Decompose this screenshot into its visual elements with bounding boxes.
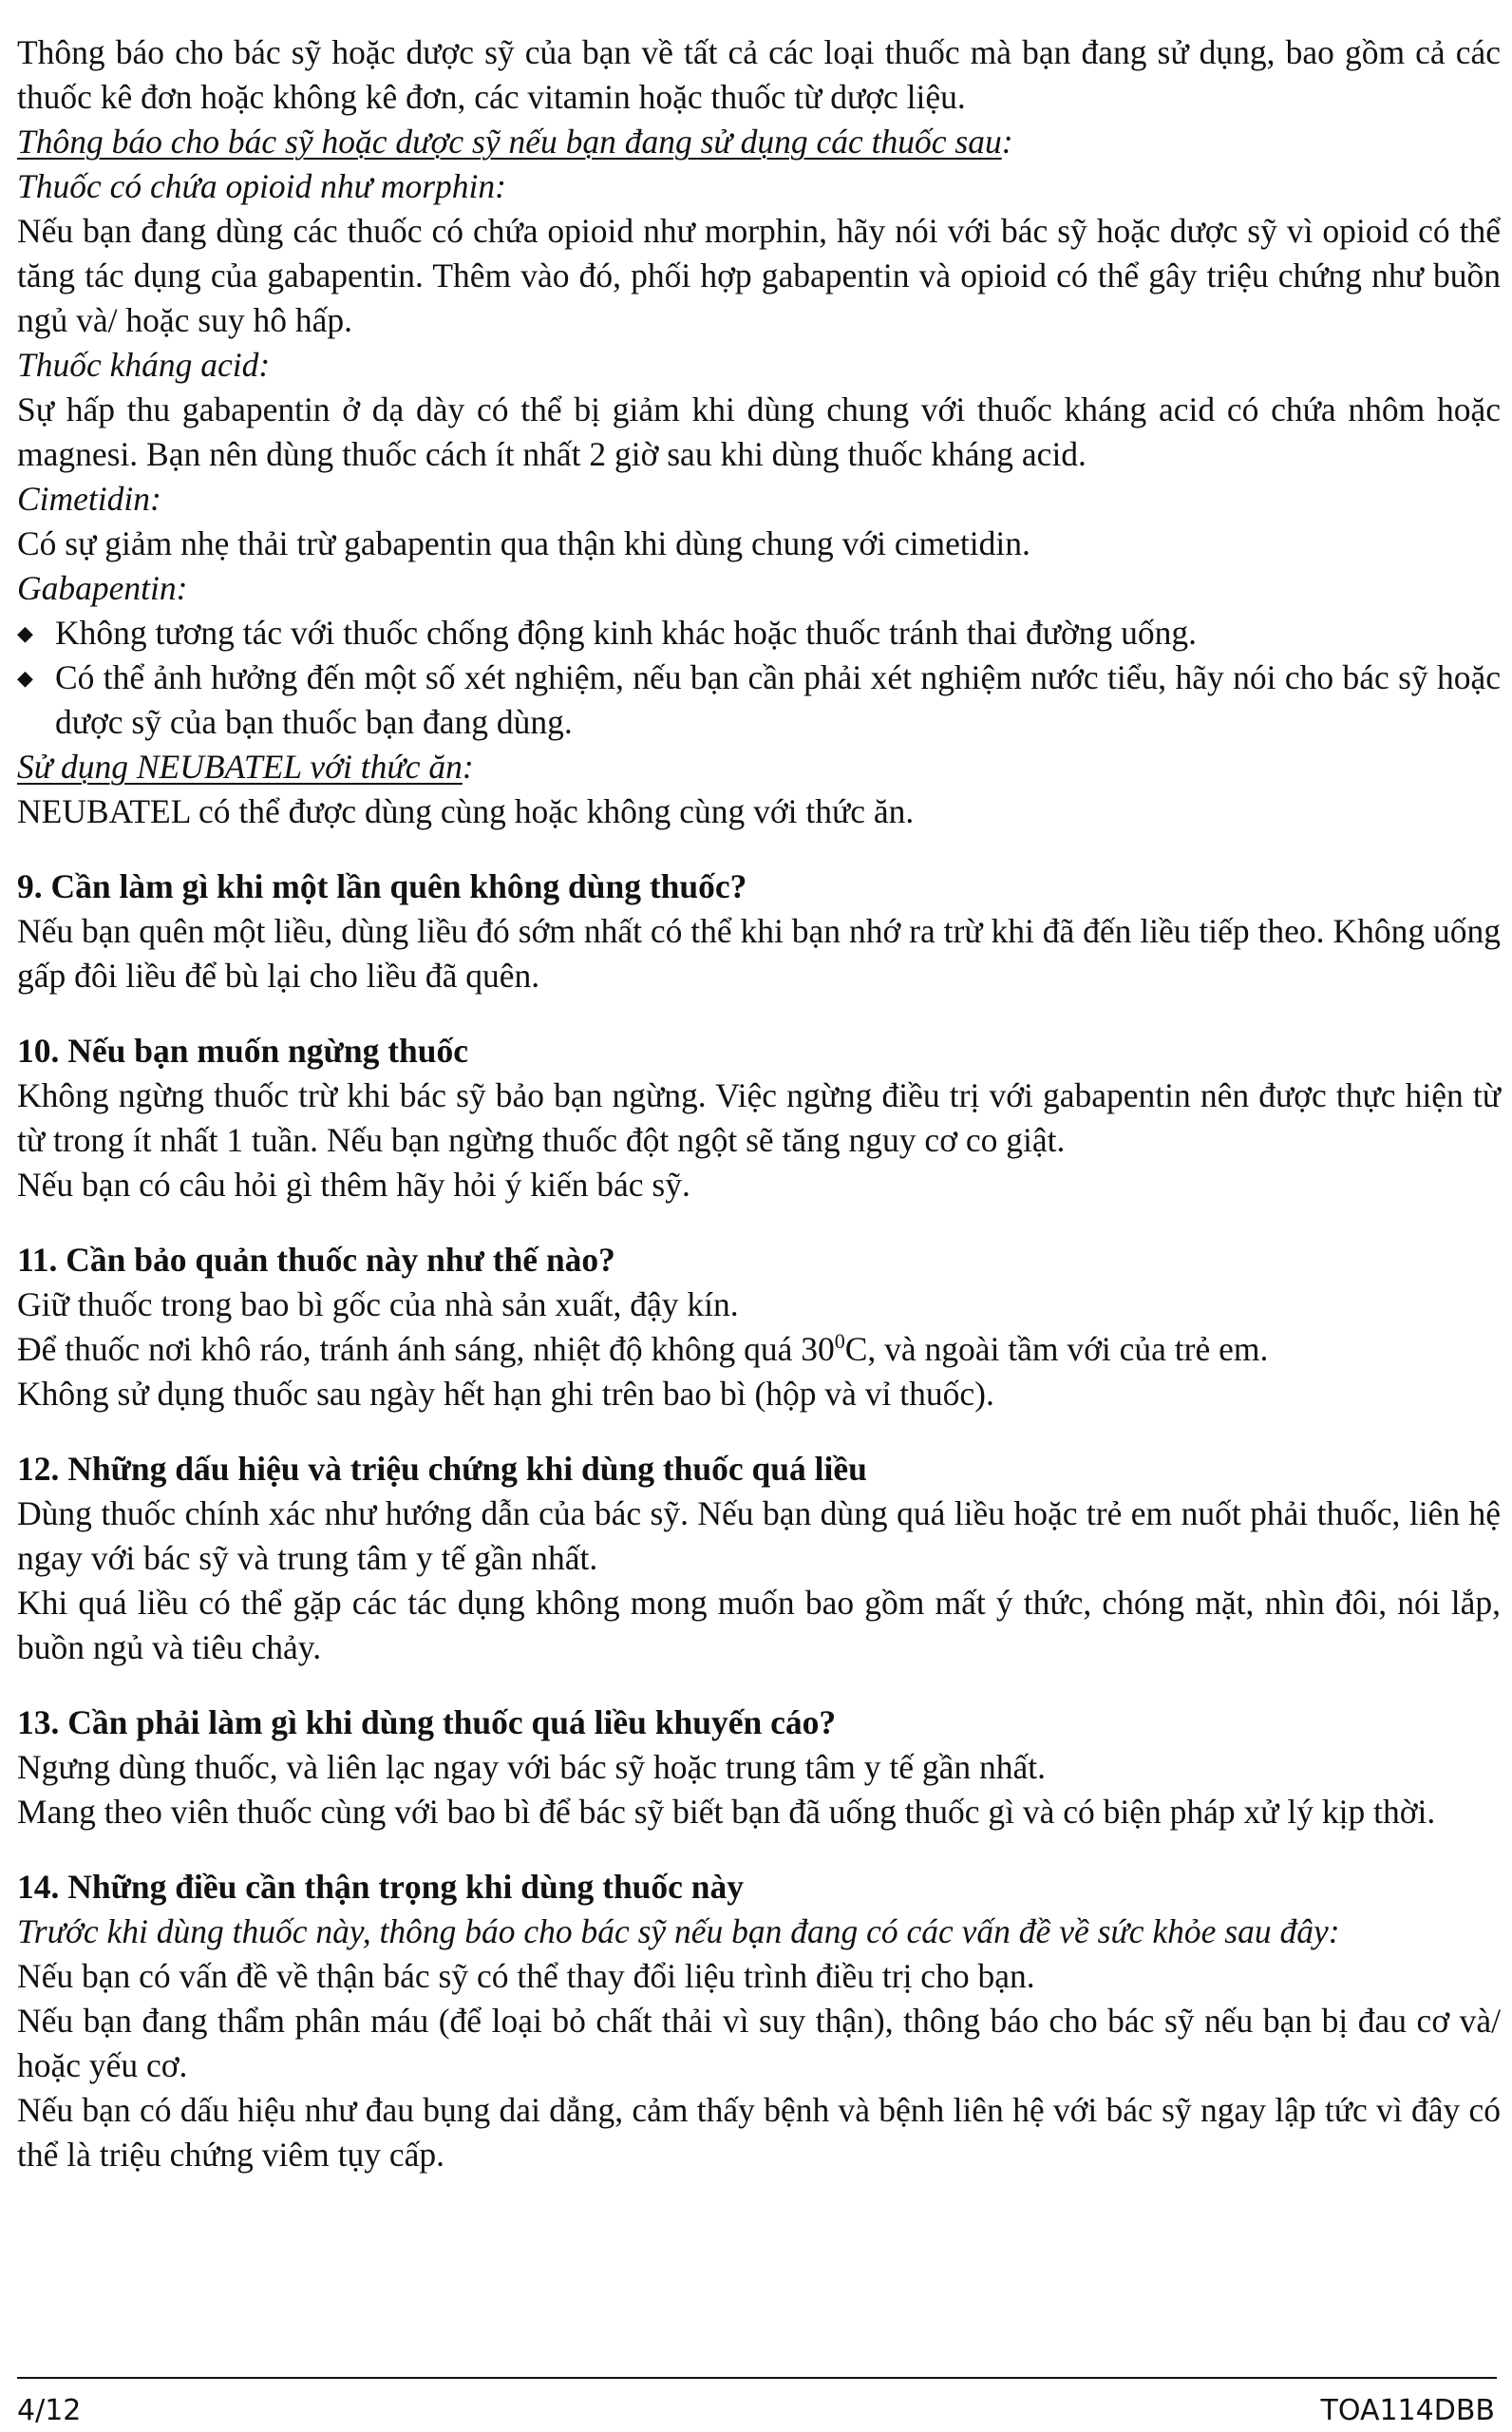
document-body bbox=[17, 30, 1501, 2177]
section-14-paragraph-3: Nếu bạn có dấu hiệu như đau bụng dai dẳng, cảm thấy bệnh và bệnh liên hệ với bác sỹ ngay lập tức vì đây có thể là triệu chứng viêm tụy cấp. bbox=[17, 2091, 1501, 2174]
food-text: NEUBATEL có thể được dùng cùng hoặc không cùng với thức ăn. bbox=[17, 792, 915, 830]
section-10-paragraph-1: Không ngừng thuốc trừ khi bác sỹ bảo bạn ngừng. Việc ngừng điều trị với gabapentin nên được thực hiện từ từ trong ít nhất 1 tuần. Nếu bạn ngừng thuốc đột ngột sẽ tăng nguy cơ co giật. bbox=[17, 1076, 1501, 1159]
section-13-heading: 13. Cần phải làm gì khi dùng thuốc quá liều khuyến cáo? bbox=[17, 1703, 837, 1741]
list-item-text: Có thể ảnh hưởng đến một số xét nghiệm, nếu bạn cần phải xét nghiệm nước tiểu, hãy nói cho bác sỹ hoặc dược sỹ của bạn thuốc bạn đang dùng. bbox=[55, 658, 1501, 741]
section-12-paragraph-2: Khi quá liều có thể gặp các tác dụng không mong muốn bao gồm mất ý thức, chóng mặt, nhìn đôi, nói lắp, buồn ngủ và tiêu chảy. bbox=[17, 1584, 1501, 1666]
antacid-heading: Thuốc kháng acid: bbox=[17, 346, 271, 384]
diamond-bullet-icon: ◆ bbox=[17, 621, 33, 645]
section-12-heading: 12. Những dấu hiệu và triệu chứng khi dùng thuốc quá liều bbox=[17, 1450, 867, 1488]
section-10-paragraph-2: Nếu bạn có câu hỏi gì thêm hãy hỏi ý kiến bác sỹ. bbox=[17, 1166, 690, 1204]
food-heading-colon: : bbox=[462, 748, 474, 786]
section-11-paragraph-2 bbox=[17, 1327, 1501, 1372]
section-11-paragraph-1: Giữ thuốc trong bao bì gốc của nhà sản xuất, đậy kín. bbox=[17, 1285, 739, 1323]
section-14-paragraph-1: Nếu bạn có vấn đề về thận bác sỹ có thể thay đổi liệu trình điều trị cho bạn. bbox=[17, 1957, 1035, 1995]
degree-superscript: 0 bbox=[834, 1329, 845, 1354]
notify-heading bbox=[17, 120, 1501, 164]
section-9-heading: 9. Cần làm gì khi một lần quên không dùng thuốc? bbox=[17, 867, 747, 905]
gabapentin-heading: Gabapentin: bbox=[17, 569, 188, 607]
document-code: TOA114DBB bbox=[1320, 2394, 1495, 2427]
footer-divider bbox=[17, 2377, 1497, 2379]
section-12-paragraph-1: Dùng thuốc chính xác như hướng dẫn của bác sỹ. Nếu bạn dùng quá liều hoặc trẻ em nuốt phải thuốc, liên hệ ngay với bác sỹ và trung tâm y tế gần nhất. bbox=[17, 1494, 1501, 1577]
notify-heading-colon: : bbox=[1001, 123, 1013, 161]
page-number: 4/12 bbox=[17, 2394, 82, 2427]
section-14-intro: Trước khi dùng thuốc này, thông báo cho bác sỹ nếu bạn đang có các vấn đề về sức khỏe sau đây: bbox=[17, 1912, 1340, 1950]
list-item bbox=[17, 611, 1501, 656]
list-item-text: Không tương tác với thuốc chống động kinh khác hoặc thuốc tránh thai đường uống. bbox=[55, 614, 1197, 652]
storage-temp-text-end: C, và ngoài tầm với của trẻ em. bbox=[844, 1330, 1269, 1368]
storage-temp-text: Để thuốc nơi khô ráo, tránh ánh sáng, nhiệt độ không quá 30 bbox=[17, 1330, 835, 1368]
intro-paragraph: Thông báo cho bác sỹ hoặc dược sỹ của bạn về tất cả các loại thuốc mà bạn đang sử dụng, bao gồm cả các thuốc kê đơn hoặc không kê đơn, các vitamin hoặc thuốc từ dược liệu. bbox=[17, 33, 1501, 116]
section-11-paragraph-3: Không sử dụng thuốc sau ngày hết hạn ghi trên bao bì (hộp và vỉ thuốc). bbox=[17, 1375, 994, 1413]
section-9-text: Nếu bạn quên một liều, dùng liều đó sớm nhất có thể khi bạn nhớ ra trừ khi đã đến liều tiếp theo. Không uống gấp đôi liều để bù lại cho liều đã quên. bbox=[17, 912, 1501, 995]
antacid-text: Sự hấp thu gabapentin ở dạ dày có thể bị giảm khi dùng chung với thuốc kháng acid có chứa nhôm hoặc magnesi. Bạn nên dùng thuốc cách ít nhất 2 giờ sau khi dùng thuốc kháng acid. bbox=[17, 390, 1501, 473]
section-14-heading: 14. Những điều cần thận trọng khi dùng thuốc này bbox=[17, 1868, 745, 1906]
list-item bbox=[17, 656, 1501, 745]
section-10-heading: 10. Nếu bạn muốn ngừng thuốc bbox=[17, 1032, 469, 1070]
opioid-heading: Thuốc có chứa opioid như morphin: bbox=[17, 167, 506, 205]
cimetidin-text: Có sự giảm nhẹ thải trừ gabapentin qua thận khi dùng chung với cimetidin. bbox=[17, 524, 1030, 562]
diamond-bullet-icon: ◆ bbox=[17, 666, 33, 690]
notify-heading-text: Thông báo cho bác sỹ hoặc dược sỹ nếu bạn đang sử dụng các thuốc sau bbox=[17, 123, 1002, 161]
section-14-paragraph-2: Nếu bạn đang thẩm phân máu (để loại bỏ chất thải vì suy thận), thông báo cho bác sỹ nếu bạn bị đau cơ và/ hoặc yếu cơ. bbox=[17, 2002, 1501, 2084]
section-13-paragraph-1: Ngưng dùng thuốc, và liên lạc ngay với bác sỹ hoặc trung tâm y tế gần nhất. bbox=[17, 1748, 1047, 1786]
opioid-text: Nếu bạn đang dùng các thuốc có chứa opioid như morphin, hãy nói với bác sỹ hoặc dược sỹ vì opioid có thể tăng tác dụng của gabapentin. Thêm vào đó, phối hợp gabapentin và opioid có thể gây triệu chứng như buồn ngủ và/ hoặc suy hô hấp. bbox=[17, 212, 1501, 339]
section-13-paragraph-2: Mang theo viên thuốc cùng với bao bì để bác sỹ biết bạn đã uống thuốc gì và có biện pháp xử lý kịp thời. bbox=[17, 1793, 1436, 1831]
section-11-heading: 11. Cần bảo quản thuốc này như thế nào? bbox=[17, 1241, 615, 1279]
food-heading-text: Sử dụng NEUBATEL với thức ăn bbox=[17, 748, 463, 786]
cimetidin-heading: Cimetidin: bbox=[17, 480, 161, 518]
food-heading bbox=[17, 745, 1501, 789]
